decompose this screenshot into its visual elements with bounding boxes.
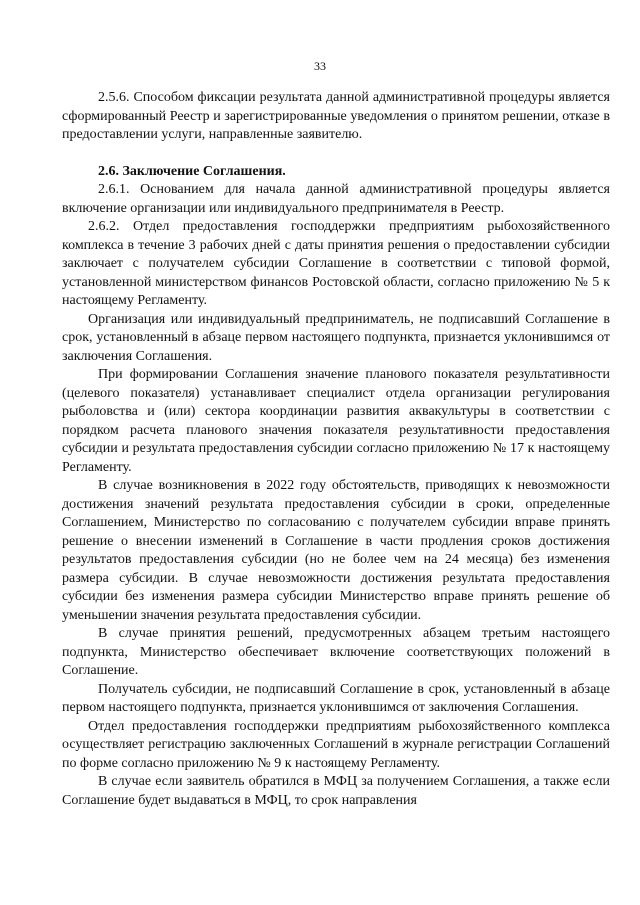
paragraph-decisions-inclusion: В случае принятия решений, предусмотренных абзацем третьим настоящего подпункта, Министерство обеспечивает включение соответствующих положений в Соглашение. <box>62 626 610 678</box>
paragraph-2022-circumstances: В случае возникновения в 2022 году обстоятельств, приводящих к невозможности достижения значений результата предоставления субсидии в сроки, определенные Соглашением, Министерство по согласованию с получателем субсидии вправе принять решение о внесении изменений в Соглашение в части продления сроков достижения результатов предоставления субсидии (но не более чем на 24 месяца) без изменения размера субсидии. В случае невозможности достижения результата предоставления субсидии без изменения размера субсидии Министерство вправе принять решение об уменьшении значения результата предоставления субсидии. <box>62 478 610 623</box>
page-number: 33 <box>314 59 326 73</box>
paragraph-2-6-2: 2.6.2. Отдел предоставления господдержки предприятиям рыбохозяйственного комплекса в течение 3 рабочих дней с даты принятия решения о предоставлении субсидии заключает с получателем субсидии Соглашение в соответствии с типовой формой, установленной министерством финансов Ростовской области, согласно приложению № 5 к настоящему Регламенту. <box>62 219 610 308</box>
paragraph-2-5-6: 2.5.6. Способом фиксации результата данной административной процедуры является сформированный Реестр и зарегистрированные уведомления о принятом решении, отказе в предоставлении услуги, направленные заявителю. <box>62 90 610 142</box>
paragraph-2-6-1: 2.6.1. Основанием для начала данной административной процедуры является включение организации или индивидуального предпринимателя в Реестр. <box>62 182 610 216</box>
document-body <box>62 89 610 810</box>
paragraph-refusal-organization: Организация или индивидуальный предприниматель, не подписавший Соглашение в срок, установленный в абзаце первом настоящего подпункта, признается уклонившимся от заключения Соглашения. <box>62 311 610 364</box>
paragraph-recipient-refusal: Получатель субсидии, не подписавший Соглашение в срок, установленный в абзаце первом настоящего подпункта, признается уклонившимся от заключения Соглашения. <box>62 681 610 715</box>
section-heading-2-6: 2.6. Заключение Соглашения. <box>98 163 286 179</box>
paragraph-registration-journal: Отдел предоставления господдержки предприятиям рыбохозяйственного комплекса осуществляет регистрацию заключенных Соглашений в журнале регистрации Соглашений по форме согласно приложению № 9 к настоящему Регламенту. <box>62 718 610 771</box>
paragraph-target-indicator: При формировании Соглашения значение планового показателя результативности (целевого показателя) устанавливает специалист отдела организации регулирования рыболовства и (или) сектора координации развития аквакультуры в соответствии с порядком расчета планового значения показателя результативности предоставления субсидии и результата предоставления субсидии согласно приложению № 17 к настоящему Регламенту. <box>62 367 610 475</box>
paragraph-mfc: В случае если заявитель обратился в МФЦ за получением Соглашения, а также если Соглашение будет выдаваться в МФЦ, то срок направления <box>62 774 610 808</box>
